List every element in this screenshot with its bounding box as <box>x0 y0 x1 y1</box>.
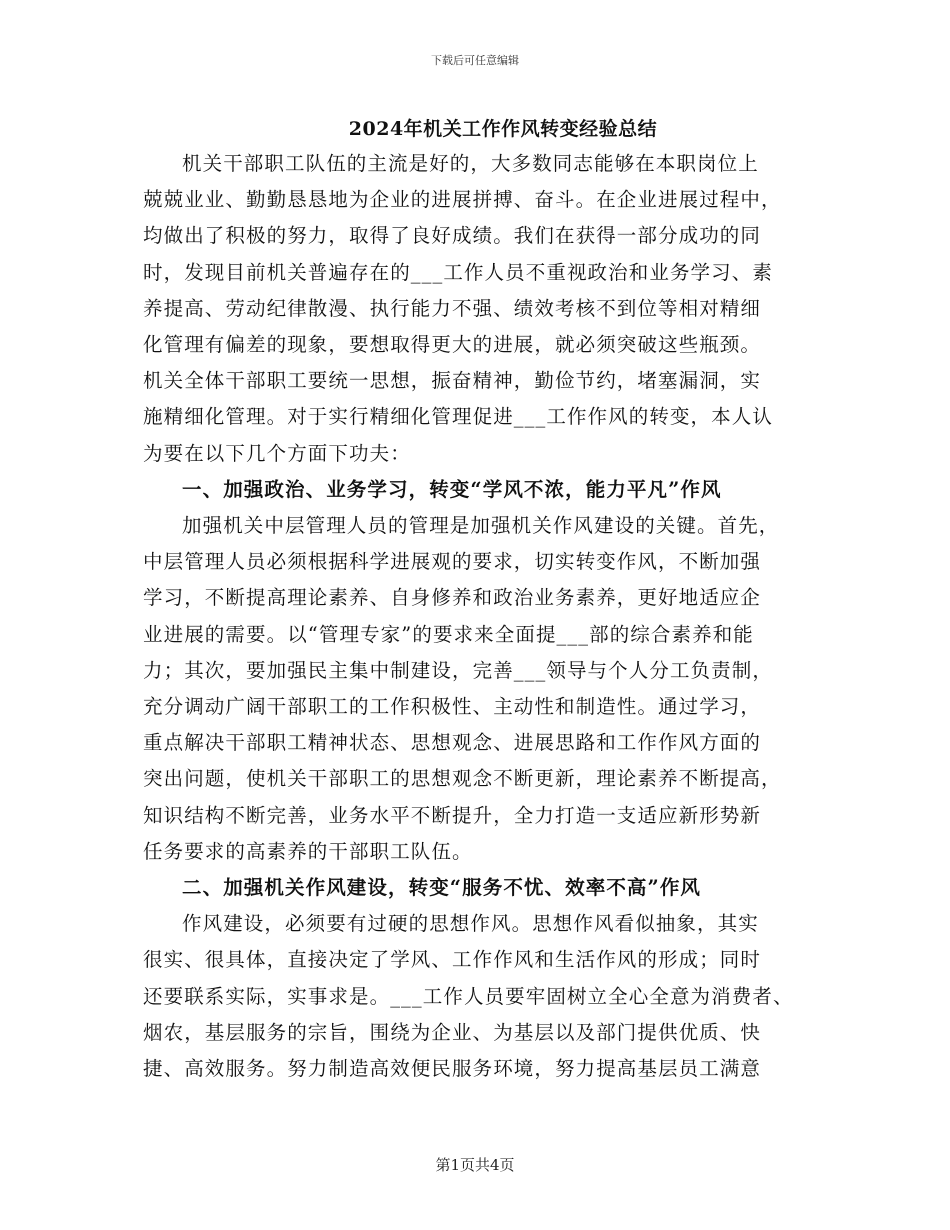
text-line: 机关干部职工队伍的主流是好的，大多数同志能够在本职岗位上 <box>182 152 759 175</box>
text-line: 突出问题，使机关干部职工的思想观念不断更新，理论素养不断提高， <box>143 767 782 791</box>
text-line: 化管理有偏差的现象，要想取得更大的进展，就必须突破这些瓶颈。 <box>143 333 762 357</box>
page-footer: 第1页共4页 <box>435 1156 515 1174</box>
text-line: 为要在以下几个方面下功夫： <box>143 441 411 465</box>
document-title: 2024年机关工作作风转变经验总结 <box>348 118 658 140</box>
text-line: 还要联系实际，实事求是。___工作人员要牢固树立全心全意为消费者、 <box>143 984 794 1008</box>
text-line: 机关全体干部职工要统一思想，振奋精神，勤俭节约，堵塞漏洞，实 <box>143 369 762 393</box>
text-line: 时，发现目前机关普遍存在的___工作人员不重视政治和业务学习、素 <box>143 260 773 284</box>
text-line: 学习，不断提高理论素养、自身修养和政治业务素养，更好地适应企 <box>143 586 762 610</box>
paragraph-section-2 <box>143 906 813 1087</box>
text-line: 业进展的需要。以“管理专家”的要求来全面提___部的综合素养和能 <box>143 622 754 646</box>
text-line: 加强机关中层管理人员的管理是加强机关作风建设的关键。首先， <box>182 514 780 538</box>
text-line: 力；其次，要加强民主集中制建设，完善___领导与个人分工负责制， <box>143 658 773 682</box>
text-line: 捷、高效服务。努力制造高效便民服务环境，努力提高基层员工满意 <box>143 1057 762 1081</box>
text-line: 施精细化管理。对于实行精细化管理促进___工作作风的转变，本人认 <box>143 405 773 429</box>
section-heading-1: 一、加强政治、业务学习，转变“学风不浓，能力平凡”作风 <box>182 477 722 501</box>
paragraph-intro <box>143 146 813 472</box>
text-line: 很实、很具体，直接决定了学风、工作作风和生活作风的形成；同时 <box>143 948 762 972</box>
text-line: 任务要求的高素养的干部职工队伍。 <box>143 839 473 863</box>
text-line: 中层管理人员必须根据科学进展观的要求，切实转变作风，不断加强 <box>143 550 762 574</box>
header-note: 下载后可任意编辑 <box>431 54 519 67</box>
text-line: 知识结构不断完善，业务水平不断提升，全力打造一支适应新形势新 <box>143 803 762 827</box>
text-line: 作风建设，必须要有过硬的思想作风。思想作风看似抽象，其实 <box>182 912 759 936</box>
document-body <box>143 112 813 1087</box>
text-line: 兢兢业业、勤勤恳恳地为企业的进展拼搏、奋斗。在企业进展过程中， <box>143 188 782 212</box>
text-line: 充分调动广阔干部职工的工作积极性、主动性和制造性。通过学习， <box>143 695 762 719</box>
text-line: 烟农，基层服务的宗旨，围绕为企业、为基层以及部门提供优质、快 <box>143 1020 762 1044</box>
text-line: 养提高、劳动纪律散漫、执行能力不强、绩效考核不到位等相对精细 <box>143 296 762 320</box>
section-heading-2: 二、加强机关作风建设，转变“服务不忧、效率不高”作风 <box>182 876 702 900</box>
text-line: 均做出了积极的努力，取得了良好成绩。我们在获得一部分成功的同 <box>143 224 762 248</box>
paragraph-section-1 <box>143 508 813 870</box>
text-line: 重点解决干部职工精神状态、思想观念、进展思路和工作作风方面的 <box>143 731 762 755</box>
